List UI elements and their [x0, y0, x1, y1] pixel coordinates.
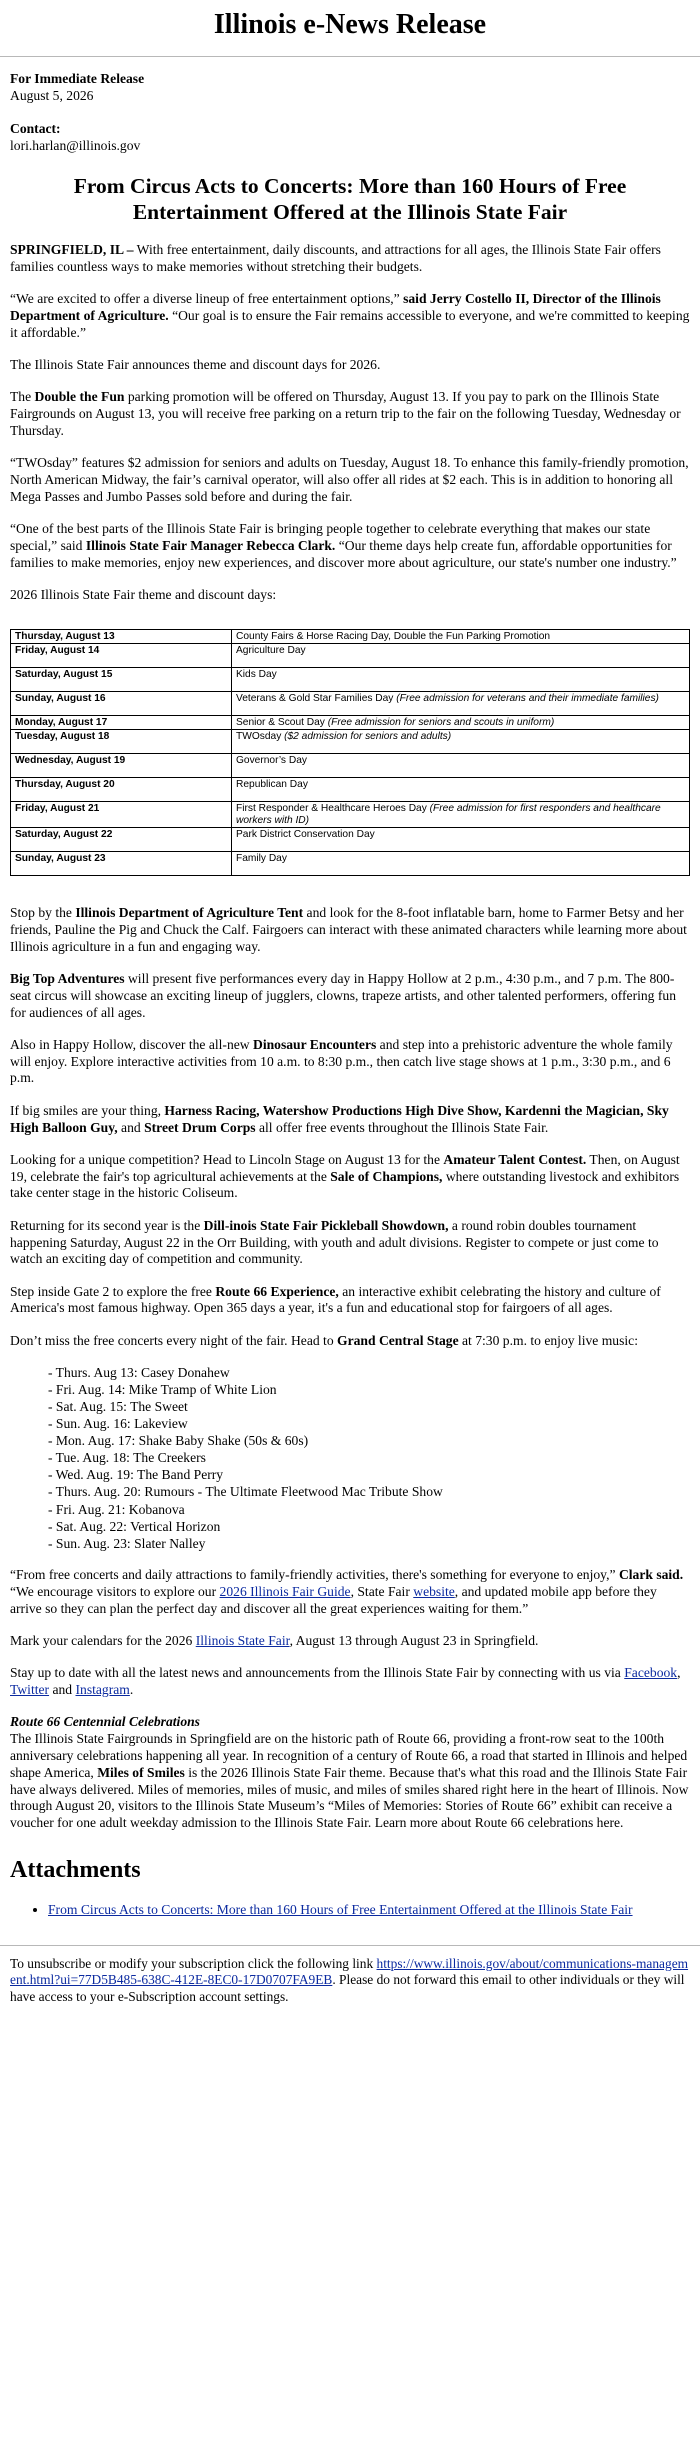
- theme-day-name: Republican Day: [236, 778, 308, 790]
- list-item: - Thurs. Aug. 20: Rumours - The Ultimate Fleetwood Mac Tribute Show: [48, 1484, 443, 1500]
- theme-day-date: Friday, August 14: [11, 643, 232, 667]
- contact-label: Contact:: [10, 120, 61, 136]
- list-item: - Tue. Aug. 18: The Creekers: [48, 1450, 206, 1466]
- theme-day-name: TWOsday: [236, 730, 285, 742]
- event-name: Dill-inois State Fair Pickleball Showdown,: [203, 1217, 449, 1233]
- list-item: - Wed. Aug. 19: The Band Perry: [48, 1467, 224, 1483]
- theme-day-event: [232, 753, 690, 777]
- text: a round robin doubles tournament happening Saturday, August 22 in the Orr Building, with youth and adult divisions. Register to compete or just come to watch an exciting day of competition and community.: [10, 1217, 659, 1267]
- table-row: [11, 851, 690, 875]
- headline: From Circus Acts to Concerts: More than 160 Hours of Free Entertainment Offered at the Illinois State Fair: [73, 174, 627, 225]
- facebook-link[interactable]: Facebook: [624, 1665, 678, 1681]
- text: an interactive exhibit celebrating the history and culture of America's most famous highway. Open 365 days a year, it's a fun and educational stop for fairgoers of all ages.: [10, 1283, 661, 1316]
- quote-text: “Our theme days help create fun, affordable opportunities for families to make memories, enjoy new experiences, and discover more about agriculture, our state's number one industry.”: [10, 537, 677, 570]
- text: where outstanding livestock and exhibitors take center stage in the historic Coliseum.: [10, 1168, 680, 1201]
- unsubscribe-link[interactable]: https://www.illinois.gov/about/communications-management.html?ui=77D5B485-638C-412E-8EC0-17D0707FA9EB: [10, 1955, 689, 1988]
- text: Looking for a unique competition? Head to Lincoln Stage on August 13 for the: [10, 1151, 444, 1167]
- paragraph-theme-announce: The Illinois State Fair announces theme and discount days for 2026.: [10, 356, 381, 372]
- text: Don’t miss the free concerts every night of the fair. Head to: [10, 1332, 338, 1348]
- list-item: - Fri. Aug. 14: Mike Tramp of White Lion: [48, 1381, 277, 1397]
- theme-day-date: Wednesday, August 19: [11, 753, 232, 777]
- text: Returning for its second year is the: [10, 1217, 204, 1233]
- event-name: Sale of Champions,: [330, 1168, 443, 1184]
- concert-list: [10, 1364, 690, 1552]
- attraction-name: Dinosaur Encounters: [253, 1036, 377, 1052]
- table-row: [11, 643, 690, 667]
- list-item: [48, 1902, 690, 1919]
- text: ,: [677, 1665, 681, 1681]
- list-item: - Sat. Aug. 22: Vertical Horizon: [48, 1518, 221, 1534]
- text: will present five performances every day in Happy Hollow at 2 p.m., 4:30 p.m., and 7 p.m. The 800-seat circus will showcase an exciting lineup of jugglers, clowns, trapeze artists, and other talented performers, offering fun for audiences of all ages.: [10, 970, 677, 1020]
- intro-text: With free entertainment, daily discounts, and attractions for all ages, the Illinois State Fair offers families countless ways to make memories without stretching their budgets.: [10, 241, 661, 274]
- paragraph-free-events: [10, 1103, 690, 1137]
- text: Mark your calendars for the 2026: [10, 1632, 196, 1648]
- text: If big smiles are your thing,: [10, 1102, 165, 1118]
- paragraph-clark-quote: [10, 1567, 690, 1618]
- list-item: - Sat. Aug. 15: The Sweet: [48, 1398, 188, 1414]
- attraction-name: Illinois Department of Agriculture Tent: [75, 904, 304, 920]
- theme-name: Miles of Smiles: [97, 1764, 185, 1780]
- fair-guide-link[interactable]: 2026 Illinois Fair Guide: [219, 1583, 351, 1599]
- section-heading: Route 66 Centennial Celebrations: [10, 1714, 200, 1730]
- theme-day-event: [232, 691, 690, 715]
- text: .: [129, 1681, 134, 1697]
- attachment-link[interactable]: From Circus Acts to Concerts: More than 160 Hours of Free Entertainment Offered at the Illinois State Fair: [48, 1901, 633, 1917]
- table-row: [11, 629, 690, 643]
- text: at 7:30 p.m. to enjoy live music:: [458, 1332, 638, 1348]
- table-row: [11, 753, 690, 777]
- quote-text: , and updated mobile app before they arrive so they can plan the perfect day and discover all the great experiences waiting for them.”: [10, 1583, 657, 1616]
- theme-day-event: [232, 801, 690, 827]
- paragraph-ag-tent: [10, 905, 690, 956]
- paragraph-dinosaurs: [10, 1037, 690, 1088]
- list-item: - Thurs. Aug 13: Casey Donahew: [48, 1364, 230, 1380]
- quote-text: “One of the best parts of the Illinois State Fair is bringing people together to celebrate everything that makes our state special,” said: [10, 521, 651, 553]
- theme-day-note: (Free admission for veterans and their immediate families): [396, 692, 659, 704]
- theme-day-name: Park District Conservation Day: [236, 828, 375, 840]
- quote-text: “We are excited to offer a diverse lineup of free entertainment options,”: [10, 291, 404, 307]
- footer: [0, 1945, 700, 2006]
- paragraph-competitions: [10, 1152, 690, 1203]
- release-date: August 5, 2026: [10, 87, 94, 103]
- text: Stop by the: [10, 904, 76, 920]
- table-row: [11, 827, 690, 851]
- attraction-name: Harness Racing, Watershow Productions High Dive Show, Kardenni the Magician, Sky High Balloon Guy,: [10, 1102, 669, 1135]
- theme-day-date: Monday, August 17: [11, 715, 232, 729]
- text: Then, on August 19, celebrate the fair's top agricultural achievements at the: [10, 1151, 680, 1184]
- masthead-title: Illinois e-News Release: [0, 0, 700, 57]
- text: and step into a prehistoric adventure the whole family will enjoy. Explore interactive activities from 10 a.m. to 8:30 p.m., then catch live stage shows at 1 p.m., 3:30 p.m., and 6 p.m.: [10, 1036, 673, 1086]
- text: and: [117, 1119, 145, 1135]
- theme-day-event: [232, 729, 690, 753]
- theme-day-event: [232, 629, 690, 643]
- theme-day-note: (Free admission for seniors and scouts in uniform): [327, 716, 555, 728]
- attachment-list: [10, 1902, 690, 1919]
- theme-day-event: [232, 643, 690, 667]
- theme-day-name: Senior & Scout Day: [236, 716, 328, 728]
- theme-day-name: First Responder & Healthcare Heroes Day: [236, 802, 430, 814]
- attraction-name: Route 66 Experience,: [215, 1283, 339, 1299]
- text: and look for the 8-foot inflatable barn, home to Farmer Betsy and her friends, Pauline the Pig and Chuck the Calf. Fairgoers can interact with these animated characters while learning more about Illinois agriculture in a fun and engaging way.: [10, 904, 687, 954]
- theme-day-date: Tuesday, August 18: [11, 729, 232, 753]
- dateline: SPRINGFIELD, IL –: [10, 241, 134, 257]
- theme-day-note: (Free admission for first responders and healthcare workers with ID): [236, 802, 661, 826]
- theme-days-table: [10, 629, 690, 876]
- paragraph-calendar: [10, 1633, 690, 1650]
- theme-day-event: [232, 667, 690, 691]
- footer-text: . Please do not forward this email to other individuals or they will have access to your e-Subscription account settings.: [10, 1972, 685, 2004]
- text: , August 13 through August 23 in Springfield.: [289, 1632, 539, 1648]
- state-fair-link[interactable]: Illinois State Fair: [195, 1632, 290, 1648]
- website-link[interactable]: website: [413, 1583, 455, 1599]
- quote-text: “Our goal is to ensure the Fair remains accessible to everyone, and we're committed to keeping it affordable.”: [10, 307, 690, 340]
- paragraph-director-quote: [10, 291, 690, 342]
- text: parking promotion will be offered on Thursday, August 13. If you pay to park on the Illinois State Fairgrounds on August 13, you will receive free parking on a return trip to the fair on the following Tuesday, Wednesday or Thursday.: [10, 389, 681, 438]
- paragraph-social: [10, 1665, 690, 1699]
- quote-text: “From free concerts and daily attractions to family-friendly activities, there's something for everyone to enjoy,”: [10, 1566, 619, 1582]
- footer-text: To unsubscribe or modify your subscription click the following link: [10, 1955, 377, 1971]
- theme-day-name: Family Day: [236, 852, 287, 864]
- table-row: [11, 777, 690, 801]
- paragraph-big-top: [10, 971, 690, 1022]
- paragraph-double-fun: [10, 389, 690, 440]
- theme-days-table-wrap: [10, 629, 690, 876]
- promo-name: Double the Fun: [34, 389, 125, 405]
- table-row: [11, 691, 690, 715]
- text: is the 2026 Illinois State Fair theme. Because that's what this road and the Illinois State Fair have always delivered. Miles of memories, miles of music, and miles of smiles shared right here in the heart of Illinois. Now through August 20, visitors to the Illinois State Museum’s “Miles of Memories: Stories of Route 66” exhibit can receive a voucher for one adult weekday admission to the Illinois State Fair. Learn more about Route 66 celebrations here.: [10, 1764, 689, 1831]
- text: The Illinois State Fairgrounds in Springfield are on the historic path of Route 66, providing a front-row seat to the 100th anniversary celebrations happening all year. In recognition of a century of Route 66, a road that started in Illinois and helped shape America,: [10, 1731, 688, 1780]
- venue-name: Grand Central Stage: [337, 1332, 459, 1348]
- attachments-heading: Attachments: [10, 1857, 141, 1884]
- theme-day-event: [232, 777, 690, 801]
- paragraph-manager-quote: [10, 521, 690, 572]
- text: Step inside Gate 2 to explore the free: [10, 1283, 216, 1299]
- paragraph-twosday: “TWOsday” features $2 admission for seniors and adults on Tuesday, August 18. To enhance this family-friendly promotion, North American Midway, the fair’s carnival operator, will also offer all rides at $2 each. This is in addition to honoring all Mega Passes and Jumbo Passes sold before and during the fair.: [10, 455, 689, 504]
- theme-day-note: ($2 admission for seniors and adults): [284, 730, 452, 742]
- theme-day-event: [232, 715, 690, 729]
- theme-day-name: Kids Day: [236, 668, 277, 680]
- list-item: - Sun. Aug. 23: Slater Nalley: [48, 1535, 206, 1551]
- theme-day-date: Sunday, August 16: [11, 691, 232, 715]
- text: The: [10, 389, 35, 405]
- paragraph-intro: [10, 242, 690, 276]
- theme-day-date: Thursday, August 20: [11, 777, 232, 801]
- theme-day-date: Friday, August 21: [11, 801, 232, 827]
- table-row: [11, 729, 690, 753]
- attraction-name: Big Top Adventures: [10, 970, 125, 986]
- theme-day-date: Saturday, August 22: [11, 827, 232, 851]
- theme-day-date: Thursday, August 13: [11, 629, 232, 643]
- text: all offer free events throughout the Illinois State Fair.: [255, 1119, 549, 1135]
- quote-attribution: Clark said.: [618, 1566, 684, 1582]
- theme-day-date: Sunday, August 23: [11, 851, 232, 875]
- paragraph-concerts-intro: [10, 1333, 690, 1350]
- theme-day-name: County Fairs & Horse Racing Day, Double the Fun Parking Promotion: [236, 630, 551, 642]
- quote-text: “We encourage visitors to explore our: [10, 1583, 220, 1599]
- quote-attribution: Illinois State Fair Manager Rebecca Clark.: [85, 537, 336, 553]
- quote-attribution: said Jerry Costello II, Director of the Illinois Department of Agriculture.: [10, 291, 661, 323]
- theme-day-name: Agriculture Day: [236, 644, 306, 656]
- paragraph-route66-experience: [10, 1284, 690, 1318]
- text: and: [49, 1681, 76, 1697]
- instagram-link[interactable]: Instagram: [75, 1681, 130, 1697]
- quote-text: , State Fair: [350, 1583, 414, 1599]
- text: Also in Happy Hollow, discover the all-new: [10, 1036, 254, 1052]
- text: Stay up to date with all the latest news and announcements from the Illinois State Fair by connecting with us via: [10, 1665, 625, 1681]
- list-item: - Sun. Aug. 16: Lakeview: [48, 1415, 188, 1431]
- paragraph-theme-days-intro: 2026 Illinois State Fair theme and discount days:: [10, 586, 277, 602]
- contact-email: lori.harlan@illinois.gov: [10, 137, 141, 153]
- theme-day-event: [232, 851, 690, 875]
- theme-day-name: Governor’s Day: [236, 754, 307, 766]
- twitter-link[interactable]: Twitter: [10, 1681, 50, 1697]
- paragraph-route66-celebrations: [10, 1714, 690, 1832]
- release-label: For Immediate Release: [10, 71, 145, 86]
- list-item: - Fri. Aug. 21: Kobanova: [48, 1501, 185, 1517]
- paragraph-pickleball: [10, 1218, 690, 1269]
- table-row: [11, 715, 690, 729]
- theme-day-event: [232, 827, 690, 851]
- list-item: - Mon. Aug. 17: Shake Baby Shake (50s & 60s): [48, 1433, 309, 1449]
- theme-day-date: Saturday, August 15: [11, 667, 232, 691]
- table-row: [11, 801, 690, 827]
- release-meta: [10, 71, 690, 154]
- event-name: Amateur Talent Contest.: [443, 1151, 587, 1167]
- table-row: [11, 667, 690, 691]
- attraction-name: Street Drum Corps: [144, 1119, 256, 1135]
- theme-day-name: Veterans & Gold Star Families Day: [236, 692, 397, 704]
